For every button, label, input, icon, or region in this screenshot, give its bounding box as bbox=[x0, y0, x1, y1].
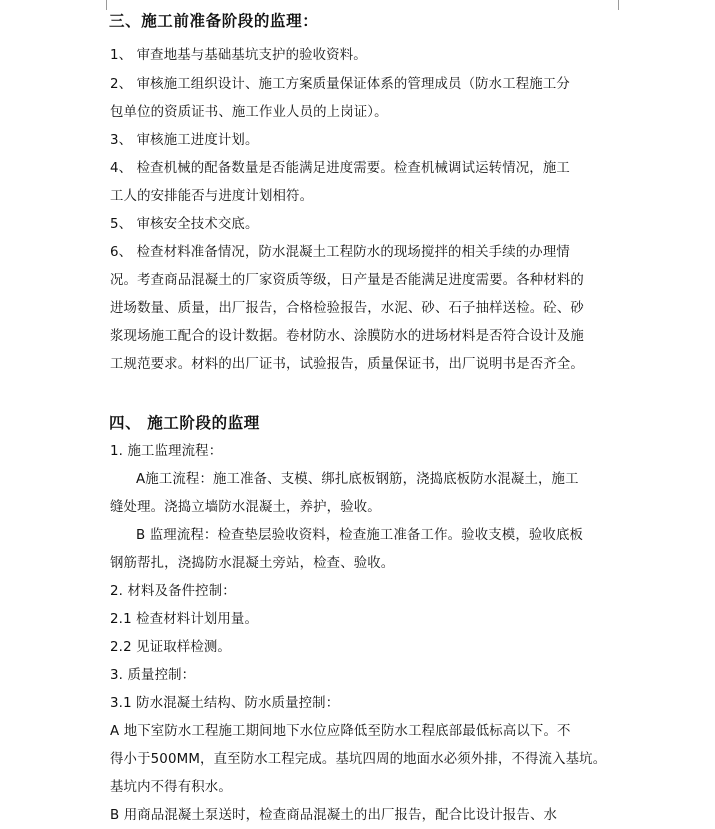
text-line: 3. 质量控制： bbox=[110, 668, 196, 683]
text-line: 2、 审核施工组织设计、施工方案质量保证体系的管理成员（防水工程施工分 bbox=[110, 77, 570, 92]
text-line: 缝处理。浇捣立墙防水混凝土，养护，验收。 bbox=[110, 500, 381, 515]
text-line: 进场数量、质量，出厂报告，合格检验报告，水泥、砂、石子抽样送检。砼、砂 bbox=[110, 301, 584, 316]
text-line: 2. 材料及备件控制： bbox=[110, 584, 236, 599]
text-line: 浆现场施工配合的设计数据。卷材防水、涂膜防水的进场材料是否符合设计及施 bbox=[110, 329, 584, 344]
text-line: 6、 检查材料准备情况，防水混凝土工程防水的现场搅拌的相关手续的办理情 bbox=[110, 245, 570, 260]
text-line: B 监理流程：检查垫层验收资料，检查施工准备工作。验收支模，验收底板 bbox=[136, 528, 584, 543]
text-line: 基坑内不得有积水。 bbox=[110, 780, 232, 795]
text-line: 5、 审核安全技术交底。 bbox=[110, 217, 259, 232]
text-line: 钢筋帮扎，浇捣防水混凝土旁站，检查、验收。 bbox=[110, 556, 395, 571]
text-line: 2.1 检查材料计划用量。 bbox=[110, 612, 259, 627]
text-line: 工人的安排能否与进度计划相符。 bbox=[110, 189, 314, 204]
text-line: 3.1 防水混凝土结构、防水质量控制： bbox=[110, 696, 340, 711]
text-line: 3、 审核施工进度计划。 bbox=[110, 133, 259, 148]
text-line: A 地下室防水工程施工期间地下水位应降低至防水工程底部最低标高以下。不 bbox=[110, 724, 571, 739]
text-line: 况。考查商品混凝土的厂家资质等级，日产量是否能满足进度需要。各种材料的 bbox=[110, 273, 584, 288]
text-line: 4、 检查机械的配备数量是否能满足进度需要。检查机械调试运转情况，施工 bbox=[110, 161, 570, 176]
text-line: 得小于500MM，直至防水工程完成。基坑四周的地面水必须外排，不得流入基坑。 bbox=[110, 752, 607, 767]
margin-corner-mark bbox=[96, 0, 107, 10]
text-line: 包单位的资质证书、施工作业人员的上岗证）。 bbox=[110, 105, 388, 120]
text-line: B 用商品混凝土泵送时，检查商品混凝土的出厂报告，配合比设计报告、水 bbox=[110, 808, 558, 823]
text-line: 1. 施工监理流程： bbox=[110, 444, 223, 459]
section-heading: 三、施工前准备阶段的监理： bbox=[109, 11, 319, 30]
margin-corner-mark bbox=[618, 0, 629, 10]
text-line: A施工流程：施工准备、支模、绑扎底板钢筋，浇捣底板防水混凝土，施工 bbox=[136, 472, 579, 487]
section-heading: 四、 施工阶段的监理 bbox=[109, 413, 260, 432]
text-line: 工规范要求。材料的出厂证书，试验报告，质量保证书，出厂说明书是否齐全。 bbox=[110, 357, 584, 372]
text-line: 2.2 见证取样检测。 bbox=[110, 640, 231, 655]
text-line: 1、 审查地基与基础基坑支护的验收资料。 bbox=[110, 48, 367, 63]
